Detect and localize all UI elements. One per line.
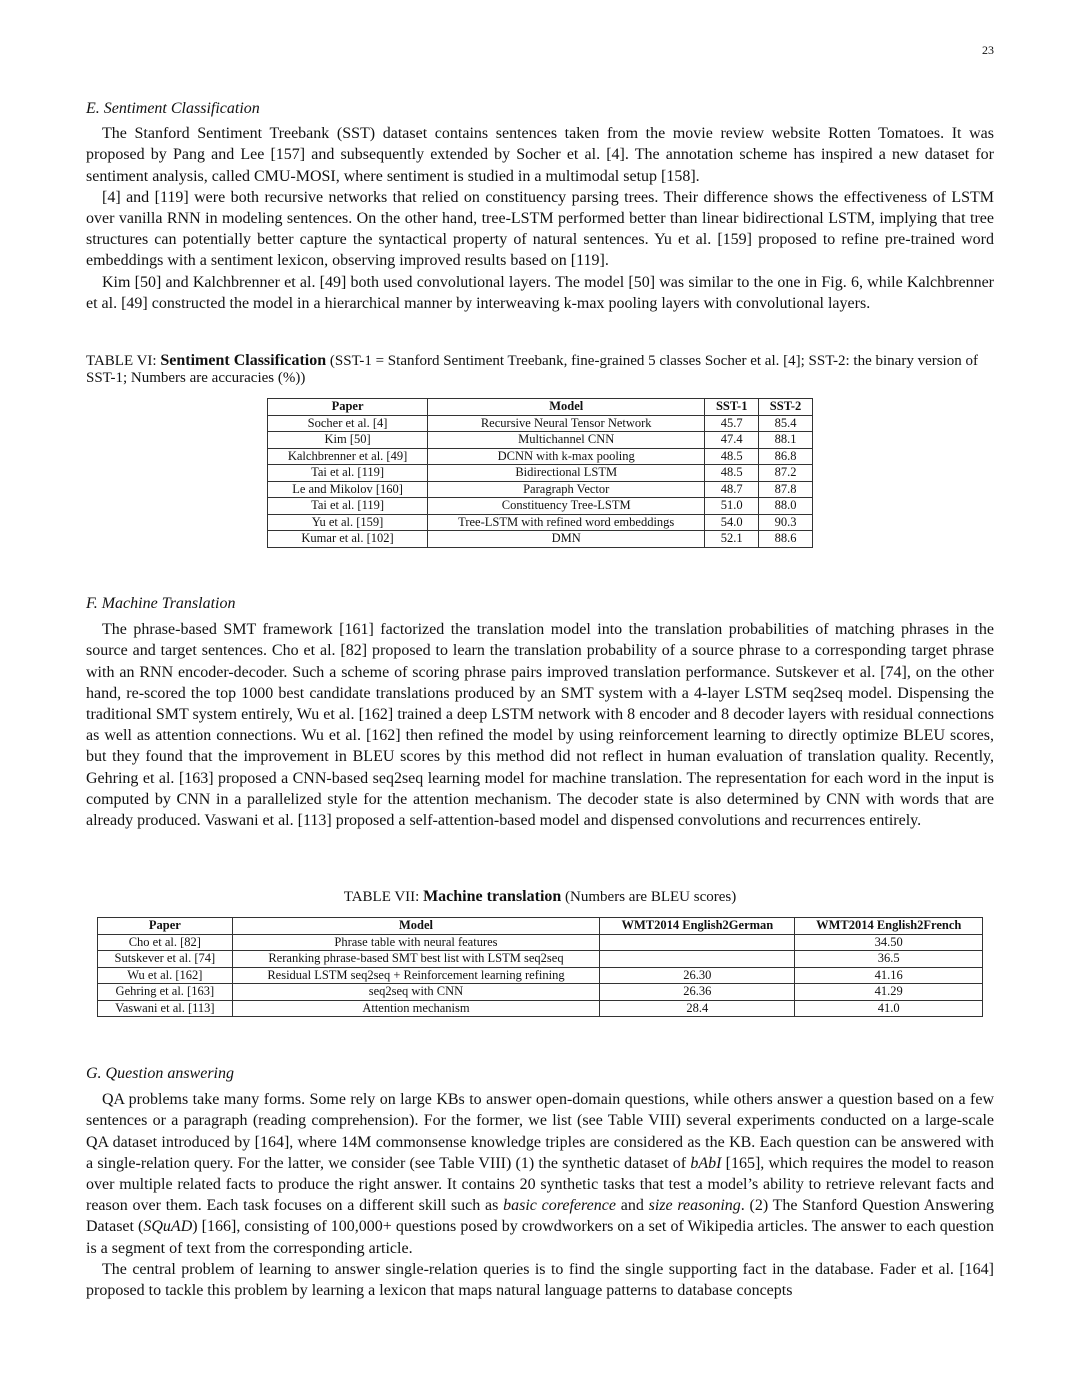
- table-cell: 88.0: [759, 498, 813, 515]
- table-cell: Residual LSTM seq2seq + Reinforcement learning refining: [232, 967, 600, 984]
- table-row: [268, 415, 813, 432]
- column-header: WMT2014 English2French: [795, 918, 983, 935]
- table-row: [268, 448, 813, 465]
- table-cell: Recursive Neural Tensor Network: [428, 415, 705, 432]
- table-header-row: [98, 918, 983, 935]
- table-cell: 36.5: [795, 951, 983, 968]
- italic-text: size reasoning: [648, 1197, 741, 1215]
- table-cell: Phrase table with neural features: [232, 934, 600, 951]
- table-cell: 52.1: [705, 531, 759, 548]
- table-cell: DMN: [428, 531, 705, 548]
- table-cell: 90.3: [759, 514, 813, 531]
- table-cell: 88.1: [759, 432, 813, 449]
- table-cell: 48.5: [705, 448, 759, 465]
- column-header: WMT2014 English2German: [600, 918, 795, 935]
- table-cell: Kumar et al. [102]: [268, 531, 428, 548]
- table-cell: 87.8: [759, 481, 813, 498]
- table-cell: Bidirectional LSTM: [428, 465, 705, 482]
- table-row: [268, 432, 813, 449]
- table-cell: 41.16: [795, 967, 983, 984]
- table-cell: 88.6: [759, 531, 813, 548]
- table-header-row: [268, 399, 813, 416]
- table-cell: 47.4: [705, 432, 759, 449]
- table-cell: Tai et al. [119]: [268, 465, 428, 482]
- table-title: Machine translation: [423, 888, 562, 905]
- table-cell: Paragraph Vector: [428, 481, 705, 498]
- table-cell: 41.0: [795, 1000, 983, 1017]
- column-header: SST-2: [759, 399, 813, 416]
- table-label: TABLE VI:: [86, 353, 161, 369]
- sentiment-classification-table: [267, 398, 813, 548]
- text-run: Kim [50] and Kalchbrenner et al. [49] both used convolutional layers. The model [50] was similar to the one in Fig. 6, while Kalchbrenner et al. [49] constructed the model in a hierarchical manner by interweaving k-max pooling layers with convolutional layers.: [86, 273, 994, 312]
- italic-text: basic coreference: [503, 1197, 616, 1215]
- table-cell: 86.8: [759, 448, 813, 465]
- section-heading: G. Question answering: [86, 1065, 234, 1082]
- table-row: [268, 481, 813, 498]
- body-paragraph: [86, 123, 994, 187]
- table-cell: Socher et al. [4]: [268, 415, 428, 432]
- table-note: (SST-1 = Stanford Sentiment Treebank, fine-grained 5 classes Socher et al. [4]; SST-2: the binary version of SST-1; Numbers are accuracies (%)): [86, 353, 978, 386]
- text-run: The Stanford Sentiment Treebank (SST) dataset contains sentences taken from the movie review website Rotten Tomatoes. It was proposed by Pang and Lee [157] and subsequently extended by Socher et al. [4]. The annotation scheme has inspired a new dataset for sentiment analysis, called CMU-MOSI, where sentiment is studied in a multimodal setup [158].: [86, 125, 994, 185]
- text-run: . (2) The Stanford Question Answering Dataset (: [86, 1197, 995, 1236]
- section-heading: F. Machine Translation: [86, 595, 236, 612]
- table-cell: Reranking phrase-based SMT best list with LSTM seq2seq: [232, 951, 600, 968]
- section-question-answering: [86, 1063, 994, 1301]
- table-title: Sentiment Classification: [160, 352, 327, 369]
- table-row: [268, 465, 813, 482]
- table-row: [98, 967, 983, 984]
- table-cell: Multichannel CNN: [428, 432, 705, 449]
- italic-text: SQuAD: [143, 1218, 193, 1236]
- table-cell: Cho et al. [82]: [98, 934, 233, 951]
- section-sentiment-classification: [86, 98, 994, 314]
- body-paragraph: [86, 187, 994, 272]
- table-row: [98, 951, 983, 968]
- table-cell: DCNN with k-max pooling: [428, 448, 705, 465]
- table-row: [268, 514, 813, 531]
- table6-caption: [86, 352, 994, 387]
- text-run: ) [166], consisting of 100,000+ questions posed by crowdworkers on a set of Wikipedia articles. The answer to each question is a segment of text from the corresponding article.: [86, 1218, 994, 1257]
- table-cell: Yu et al. [159]: [268, 514, 428, 531]
- body-paragraph: [86, 272, 994, 314]
- text-run: [4] and [119] were both recursive networks that relied on constituency parsing trees. Their difference shows the effectiveness of LSTM over vanilla RNN in modeling sentences. On the other hand, tree-LSTM performed better than linear bidirectional LSTM, implying that tree structures can potentially better capture the syntactical property of natural sentences. Yu et al. [159] proposed to refine pre-trained word embeddings with a sentiment lexicon, observing improved results based on [119].: [86, 188, 994, 270]
- page-number: 23: [982, 43, 994, 57]
- column-header: Model: [232, 918, 600, 935]
- table-cell: Tai et al. [119]: [268, 498, 428, 515]
- section-heading: E. Sentiment Classification: [86, 100, 260, 117]
- table-row: [98, 984, 983, 1001]
- text-run: [165], which requires the model to reason over multiple related facts to produce the right answer. It contains 20 synthetic tasks that test a model’s ability to retrieve relevant facts and reason over them. Each task focuses on a different skill such as: [86, 1154, 994, 1215]
- body-paragraph: [86, 619, 994, 831]
- table7-caption: [86, 888, 994, 906]
- column-header: SST-1: [705, 399, 759, 416]
- table-row: [98, 1000, 983, 1017]
- table-cell: [600, 951, 795, 968]
- table-cell: 26.30: [600, 967, 795, 984]
- table-cell: 28.4: [600, 1000, 795, 1017]
- table-cell: 48.5: [705, 465, 759, 482]
- column-header: Model: [428, 399, 705, 416]
- table-cell: 48.7: [705, 481, 759, 498]
- table-cell: Kim [50]: [268, 432, 428, 449]
- body-paragraph: [86, 1259, 994, 1301]
- table-cell: 54.0: [705, 514, 759, 531]
- table-cell: 41.29: [795, 984, 983, 1001]
- section-machine-translation: [86, 593, 994, 831]
- table-cell: Kalchbrenner et al. [49]: [268, 448, 428, 465]
- table-row: [268, 531, 813, 548]
- table-cell: Attention mechanism: [232, 1000, 600, 1017]
- table-cell: 85.4: [759, 415, 813, 432]
- table-cell: Sutskever et al. [74]: [98, 951, 233, 968]
- table-label: TABLE VII:: [343, 889, 424, 905]
- text-run: The phrase-based SMT framework [161] factorized the translation model into the translation probabilities of matching phrases in the source and target sentences. Cho et al. [82] proposed to learn the translation probability of a source phrase to a corresponding target phrase with an RNN encoder-decoder. Such a scheme of scoring phrase pairs improved translation performance. Sutskever et al. [74], on the other hand, re-scored the top 1000 best candidate translations produced by an SMT system with a 4-layer LSTM seq2seq model. Dispensing the traditional SMT system entirely, Wu et al. [162] trained a deep LSTM network with 8 encoder and 8 decoder layers with residual connections as well as attention connections. Wu et al. [162] then refined the model by using reinforcement learning to directly optimize BLEU scores, but they found that the improvement in BLEU scores by this method did not reflect in human evaluation of translation quality. Recently, Gehring et al. [163] proposed a CNN-based seq2seq learning model for machine translation. The representation for each word in the input is computed by CNN in a parallelized style for the attention mechanism. The decoder state is also determined by CNN with words that are already produced. Vaswani et al. [113] proposed a self-attention-based model and dispensed convolutions and recurrences entirely.: [86, 621, 994, 830]
- table-cell: Tree-LSTM with refined word embeddings: [428, 514, 705, 531]
- table-cell: seq2seq with CNN: [232, 984, 600, 1001]
- table-cell: 45.7: [705, 415, 759, 432]
- text-run: and: [615, 1197, 649, 1215]
- body-paragraph: [86, 1089, 994, 1259]
- text-run: The central problem of learning to answer single-relation queries is to find the single supporting fact in the database. Fader et al. [164] proposed to tackle this problem by learning a lexicon that maps natural language patterns to database concepts: [86, 1260, 994, 1300]
- table-cell: Constituency Tree-LSTM: [428, 498, 705, 515]
- table-cell: 51.0: [705, 498, 759, 515]
- table-cell: Gehring et al. [163]: [98, 984, 233, 1001]
- column-header: Paper: [268, 399, 428, 416]
- machine-translation-table: [97, 917, 983, 1017]
- italic-text: bAbI: [690, 1154, 722, 1172]
- table-cell: 26.36: [600, 984, 795, 1001]
- table-cell: Wu et al. [162]: [98, 967, 233, 984]
- table-cell: Vaswani et al. [113]: [98, 1000, 233, 1017]
- table-row: [98, 934, 983, 951]
- table-cell: 34.50: [795, 934, 983, 951]
- text-run: QA problems take many forms. Some rely on large KBs to answer open-domain questions, while others answer a question based on a few sentences or a paragraph (reading comprehension). For the former, we list (see Table VIII) several experiments conducted on a large-scale QA dataset introduced by [164], where 14M commonsense knowledge triples are considered as the KB. Each question can be answered with a single-relation query. For the latter, we consider (see Table VIII) (1) the synthetic dataset of: [86, 1091, 994, 1172]
- table-cell: 87.2: [759, 465, 813, 482]
- column-header: Paper: [98, 918, 233, 935]
- table-cell: [600, 934, 795, 951]
- table-row: [268, 498, 813, 515]
- table-cell: Le and Mikolov [160]: [268, 481, 428, 498]
- table-note: (Numbers are BLEU scores): [561, 889, 737, 905]
